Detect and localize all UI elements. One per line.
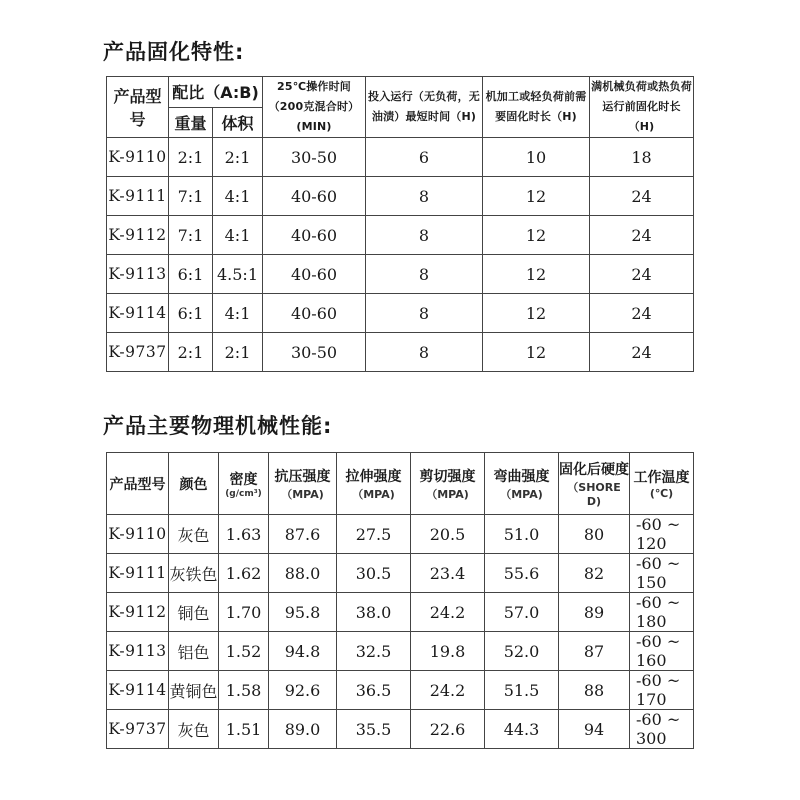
cell-tensile: 35.5 <box>337 710 411 749</box>
cell-volume: 2:1 <box>213 333 263 372</box>
cell-tensile: 27.5 <box>337 515 411 554</box>
cell-color: 灰色 <box>169 710 219 749</box>
table-row <box>107 333 694 372</box>
cell-volume: 4:1 <box>213 177 263 216</box>
mech-header-compressive <box>269 453 337 515</box>
cell-volume: 4.5:1 <box>213 255 263 294</box>
cell-flexural: 52.0 <box>485 632 559 671</box>
cell-run-time: 8 <box>366 177 483 216</box>
table-row <box>107 138 694 177</box>
cell-density: 1.58 <box>219 671 269 710</box>
mech-header-model: 产品型号 <box>107 453 169 515</box>
cell-flexural: 51.0 <box>485 515 559 554</box>
cell-temp: -60 ~ 170 <box>630 671 694 710</box>
cell-temp: -60 ~ 120 <box>630 515 694 554</box>
curing-table-body <box>107 138 694 372</box>
mech-header-shear-label: 剪切强度 <box>419 468 476 485</box>
cell-weight: 7:1 <box>169 216 213 255</box>
table-row <box>107 294 694 333</box>
mech-header-hardness <box>559 453 630 515</box>
curing-header-op-time: 25℃操作时间（200克混合时）(MIN) <box>263 77 366 138</box>
cell-color: 黄铜色 <box>169 671 219 710</box>
cell-shear: 19.8 <box>411 632 485 671</box>
table-row <box>107 671 694 710</box>
mech-header-tensile-label: 拉伸强度 <box>345 468 402 485</box>
cell-machining: 12 <box>483 216 590 255</box>
cell-model: K-9114 <box>107 294 169 333</box>
cell-flexural: 57.0 <box>485 593 559 632</box>
cell-machining: 12 <box>483 255 590 294</box>
cell-model: K-9737 <box>107 333 169 372</box>
mech-header-hardness-unit: （SHORE D) <box>567 481 621 508</box>
curing-header-model: 产品型号 <box>107 77 169 138</box>
cell-op-time: 40-60 <box>263 255 366 294</box>
cell-machining: 12 <box>483 294 590 333</box>
cell-shear: 24.2 <box>411 671 485 710</box>
mechanical-table-body <box>107 515 694 749</box>
cell-flexural: 55.6 <box>485 554 559 593</box>
mech-header-temp-label: 工作温度 <box>633 470 690 486</box>
table-row <box>107 216 694 255</box>
cell-compressive: 95.8 <box>269 593 337 632</box>
table-row <box>107 710 694 749</box>
mech-header-flexural-unit: （MPA) <box>500 487 543 501</box>
cell-model: K-9111 <box>107 177 169 216</box>
cell-hardness: 89 <box>559 593 630 632</box>
cell-density: 1.52 <box>219 632 269 671</box>
cell-op-time: 40-60 <box>263 177 366 216</box>
cell-color: 灰色 <box>169 515 219 554</box>
cell-full-load: 24 <box>590 177 694 216</box>
curing-table <box>106 76 694 372</box>
cell-compressive: 87.6 <box>269 515 337 554</box>
mech-header-tensile-unit: （MPA) <box>352 487 395 501</box>
mech-header-tensile <box>337 453 411 515</box>
cell-run-time: 8 <box>366 333 483 372</box>
cell-density: 1.51 <box>219 710 269 749</box>
cell-op-time: 40-60 <box>263 216 366 255</box>
table-row <box>107 515 694 554</box>
cell-run-time: 8 <box>366 294 483 333</box>
cell-op-time: 30-50 <box>263 333 366 372</box>
cell-tensile: 36.5 <box>337 671 411 710</box>
mechanical-table <box>106 452 694 749</box>
cell-hardness: 88 <box>559 671 630 710</box>
cell-model: K-9114 <box>107 671 169 710</box>
table-row <box>107 632 694 671</box>
cell-compressive: 88.0 <box>269 554 337 593</box>
cell-tensile: 32.5 <box>337 632 411 671</box>
cell-weight: 2:1 <box>169 138 213 177</box>
cell-op-time: 40-60 <box>263 294 366 333</box>
cell-density: 1.70 <box>219 593 269 632</box>
cell-shear: 24.2 <box>411 593 485 632</box>
cell-op-time: 30-50 <box>263 138 366 177</box>
cell-temp: -60 ~ 180 <box>630 593 694 632</box>
cell-temp: -60 ~ 160 <box>630 632 694 671</box>
cell-compressive: 89.0 <box>269 710 337 749</box>
mech-header-temp <box>630 453 694 515</box>
cell-weight: 6:1 <box>169 255 213 294</box>
mech-header-density-unit: (g/cm³) <box>225 488 262 499</box>
cell-hardness: 94 <box>559 710 630 749</box>
cell-machining: 12 <box>483 333 590 372</box>
mech-header-compressive-unit: （MPA) <box>281 487 324 501</box>
cell-flexural: 44.3 <box>485 710 559 749</box>
table-row <box>107 255 694 294</box>
cell-machining: 12 <box>483 177 590 216</box>
cell-model: K-9113 <box>107 255 169 294</box>
mech-header-compressive-label: 抗压强度 <box>274 468 331 485</box>
curing-header-machining-time: 机加工或轻负荷前需要固化时长（H) <box>483 77 590 138</box>
cell-temp: -60 ~ 300 <box>630 710 694 749</box>
mech-header-flexural-label: 弯曲强度 <box>493 468 550 485</box>
mech-header-temp-unit: (℃) <box>649 487 674 500</box>
cell-weight: 2:1 <box>169 333 213 372</box>
cell-volume: 2:1 <box>213 138 263 177</box>
cell-volume: 4:1 <box>213 216 263 255</box>
curing-header-full-load-time: 满机械负荷或热负荷运行前固化时长（H) <box>590 77 694 138</box>
cell-tensile: 30.5 <box>337 554 411 593</box>
cell-model: K-9737 <box>107 710 169 749</box>
cell-run-time: 8 <box>366 216 483 255</box>
cell-color: 灰铁色 <box>169 554 219 593</box>
cell-shear: 23.4 <box>411 554 485 593</box>
cell-model: K-9110 <box>107 515 169 554</box>
cell-model: K-9113 <box>107 632 169 671</box>
mechanical-section-title: 产品主要物理机械性能: <box>103 414 333 438</box>
cell-machining: 10 <box>483 138 590 177</box>
cell-model: K-9110 <box>107 138 169 177</box>
cell-color: 铝色 <box>169 632 219 671</box>
cell-run-time: 8 <box>366 255 483 294</box>
cell-density: 1.63 <box>219 515 269 554</box>
cell-shear: 20.5 <box>411 515 485 554</box>
cell-compressive: 94.8 <box>269 632 337 671</box>
curing-header-run-time: 投入运行（无负荷，无油渍）最短时间（H) <box>366 77 483 138</box>
table-row <box>107 554 694 593</box>
cell-hardness: 87 <box>559 632 630 671</box>
mech-header-density-label: 密度 <box>229 471 258 488</box>
cell-weight: 7:1 <box>169 177 213 216</box>
cell-shear: 22.6 <box>411 710 485 749</box>
table-row <box>107 177 694 216</box>
curing-header-volume: 体积 <box>213 107 263 138</box>
mech-header-shear-unit: （MPA) <box>426 487 469 501</box>
cell-compressive: 92.6 <box>269 671 337 710</box>
cell-temp: -60 ~ 150 <box>630 554 694 593</box>
cell-hardness: 80 <box>559 515 630 554</box>
cell-flexural: 51.5 <box>485 671 559 710</box>
cell-volume: 4:1 <box>213 294 263 333</box>
mech-header-shear <box>411 453 485 515</box>
table-row <box>107 593 694 632</box>
cell-full-load: 24 <box>590 333 694 372</box>
cell-weight: 6:1 <box>169 294 213 333</box>
cell-full-load: 18 <box>590 138 694 177</box>
curing-section-title: 产品固化特性: <box>103 40 245 64</box>
cell-hardness: 82 <box>559 554 630 593</box>
cell-density: 1.62 <box>219 554 269 593</box>
curing-header-weight: 重量 <box>169 107 213 138</box>
curing-header-ratio: 配比（A:B) <box>169 77 263 108</box>
cell-run-time: 6 <box>366 138 483 177</box>
cell-full-load: 24 <box>590 294 694 333</box>
mech-header-hardness-label: 固化后硬度 <box>559 462 629 478</box>
cell-tensile: 38.0 <box>337 593 411 632</box>
cell-full-load: 24 <box>590 255 694 294</box>
cell-color: 铜色 <box>169 593 219 632</box>
cell-model: K-9112 <box>107 216 169 255</box>
mech-header-flexural <box>485 453 559 515</box>
cell-model: K-9111 <box>107 554 169 593</box>
cell-model: K-9112 <box>107 593 169 632</box>
cell-full-load: 24 <box>590 216 694 255</box>
mech-header-density <box>219 453 269 515</box>
mech-header-color: 颜色 <box>169 453 219 515</box>
